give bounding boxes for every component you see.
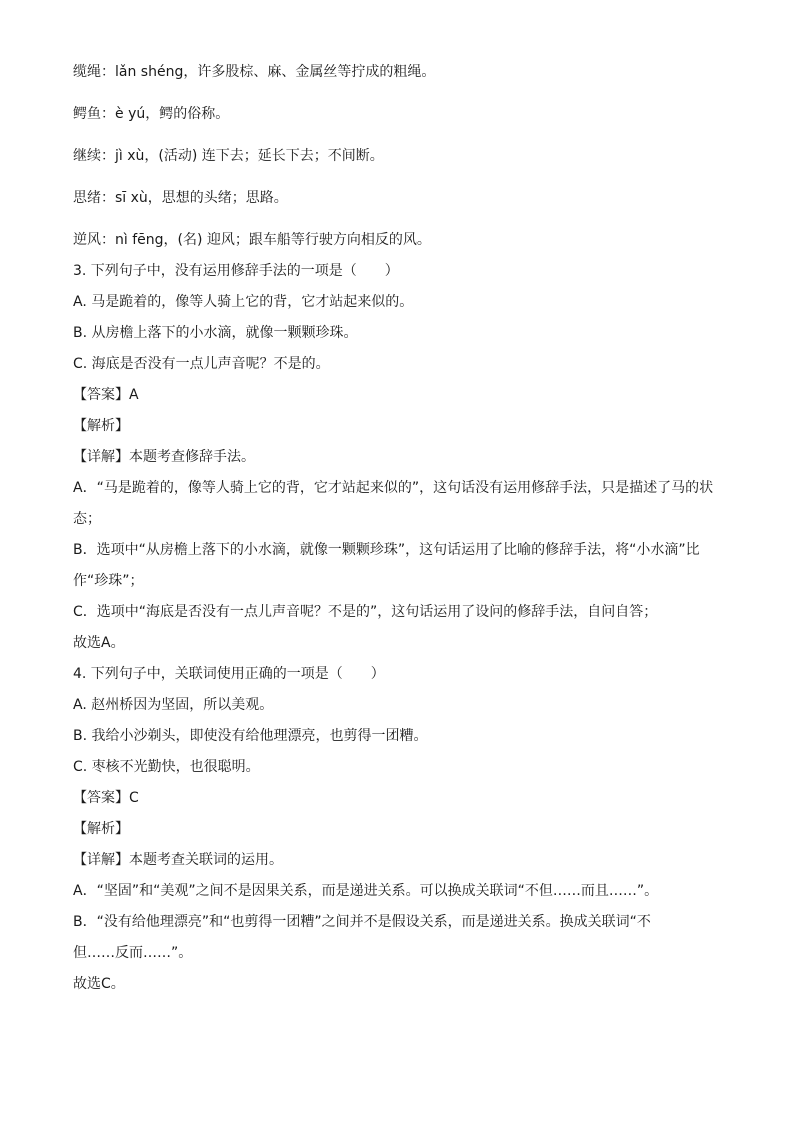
question-4-conclusion: 故选C。 [73,976,125,992]
question-4-option-c: C. 枣核不光勤快，也很聪明。 [73,759,260,775]
question-4-option-b: B. 我给小沙剃头，即使没有给他理漂亮，也剪得一团糟。 [73,728,428,744]
question-4-explain-a: A．“坚固”和“美观”之间不是因果关系，而是递进关系。可以换成关联词“不但……而且……”。 [73,883,659,899]
question-3-stem: 3. 下列句子中，没有运用修辞手法的一项是（ ） [73,263,399,279]
question-3-explain-b-cont: 作“珍珠”； [73,573,144,589]
question-3-analysis-heading: 【解析】 [73,418,129,434]
question-3-explain-a: A．“马是跪着的，像等人骑上它的背，它才站起来似的”，这句话没有运用修辞手法，只是描述了马的状 [73,480,714,496]
question-4-detail: 【详解】本题考查关联词的运用。 [73,852,283,868]
question-3-explain-a-cont: 态； [73,511,101,527]
glossary-entry-jixu: 继续：jì xù，(活动) 连下去；延长下去；不间断。 [73,148,384,164]
question-3-answer: 【答案】A [73,387,139,403]
question-4-answer: 【答案】C [73,790,139,806]
glossary-entry-lansheng: 缆绳：lǎn shéng，许多股棕、麻、金属丝等拧成的粗绳。 [73,64,436,80]
question-3-conclusion: 故选A。 [73,635,125,651]
question-3-detail: 【详解】本题考查修辞手法。 [73,449,255,465]
document-page [73,62,733,1005]
question-3-option-a: A. 马是跪着的，像等人骑上它的背，它才站起来似的。 [73,294,414,310]
question-4-stem: 4. 下列句子中，关联词使用正确的一项是（ ） [73,666,385,682]
question-4-explain-b-cont: 但……反而……”。 [73,945,193,961]
question-3-option-b: B. 从房檐上落下的小水滴，就像一颗颗珍珠。 [73,325,358,341]
glossary-entry-sixu: 思绪：sī xù，思想的头绪；思路。 [73,190,288,206]
question-3-explain-c: C．选项中“海底是否没有一点儿声音呢？不是的”，这句话运用了设问的修辞手法，自问自答； [73,604,658,620]
question-4-option-a: A. 赵州桥因为坚固，所以美观。 [73,697,274,713]
glossary-entry-nifeng: 逆风：nì fēng，(名) 迎风；跟车船等行驶方向相反的风。 [73,232,431,248]
glossary-entry-eyu: 鳄鱼：è yú，鳄的俗称。 [73,106,230,122]
question-3-explain-b: B．选项中“从房檐上落下的小水滴，就像一颗颗珍珠”，这句话运用了比喻的修辞手法，将“小水滴”比 [73,542,700,558]
question-4-explain-b: B．“没有给他理漂亮”和“也剪得一团糟”之间并不是假设关系，而是递进关系。换成关联词“不 [73,914,651,930]
question-4-analysis-heading: 【解析】 [73,821,129,837]
question-3-option-c: C. 海底是否没有一点儿声音呢？不是的。 [73,356,330,372]
